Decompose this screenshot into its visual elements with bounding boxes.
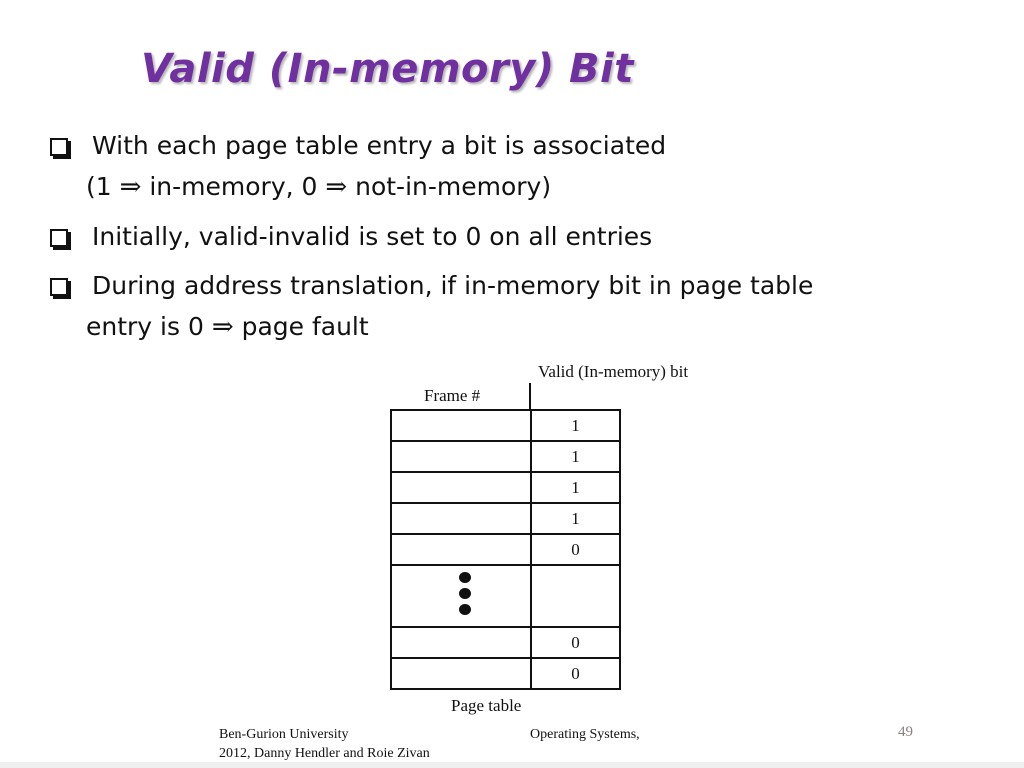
- page-table-caption: Page table: [451, 696, 522, 715]
- bullet-text-part: page fault: [233, 312, 369, 341]
- valid-bit-cell: [530, 409, 621, 442]
- slide-title: Valid (In-memory) Bit: [141, 46, 634, 92]
- valid-bit-value: 1: [571, 416, 580, 435]
- valid-bit-value: 1: [571, 478, 580, 497]
- frame-cell-ellipsis: [390, 564, 532, 628]
- valid-bit-cell: [530, 564, 621, 628]
- header-divider: [529, 383, 531, 409]
- valid-bit-cell: [530, 471, 621, 504]
- bullet-text-continuation: [86, 306, 369, 348]
- implies-arrow-icon: ⇒: [325, 172, 348, 202]
- frame-number-header: Frame #: [424, 386, 481, 405]
- implies-arrow-icon: ⇒: [119, 172, 142, 202]
- frame-cell: [390, 626, 532, 659]
- bullet-text-continuation: [86, 166, 551, 208]
- valid-bit-cell: [530, 502, 621, 535]
- checkbox-square-icon: [50, 278, 68, 296]
- valid-bit-value: 1: [571, 447, 580, 466]
- valid-bit-value: 0: [571, 540, 580, 559]
- bullet-text: With each page table entry a bit is associated: [92, 131, 667, 160]
- valid-bit-value: 0: [571, 664, 580, 683]
- valid-bit-value: 1: [571, 509, 580, 528]
- checkbox-square-icon: [50, 138, 68, 156]
- page-number: 49: [898, 724, 913, 740]
- valid-bit-cell: [530, 657, 621, 690]
- frame-cell: [390, 409, 532, 442]
- footer-university: Ben-Gurion University: [219, 727, 349, 742]
- frame-cell: [390, 533, 532, 566]
- bullet-text-part: (1: [86, 172, 120, 201]
- frame-cell: [390, 440, 532, 473]
- valid-bit-cell: [530, 533, 621, 566]
- bullet-text-part: in-memory, 0: [141, 172, 326, 201]
- bullet-text-part: not-in-memory): [347, 172, 552, 201]
- frame-cell: [390, 471, 532, 504]
- valid-bit-cell: [530, 440, 621, 473]
- bullet-text-part: entry is 0: [86, 312, 212, 341]
- checkbox-square-icon: [50, 229, 68, 247]
- valid-bit-header: Valid (In-memory) bit: [538, 362, 689, 381]
- bottom-rule: [0, 762, 1024, 768]
- footer-course: Operating Systems,: [530, 727, 640, 742]
- frame-cell: [390, 502, 532, 535]
- valid-bit-cell: [530, 626, 621, 659]
- implies-arrow-icon: ⇒: [211, 312, 234, 342]
- bullet-text: During address translation, if in-memory bit in page table: [92, 271, 814, 300]
- frame-cell: [390, 657, 532, 690]
- valid-bit-value: 0: [571, 633, 580, 652]
- bullet-text: Initially, valid-invalid is set to 0 on all entries: [92, 222, 653, 251]
- footer-authors: 2012, Danny Hendler and Roie Zivan: [219, 746, 430, 761]
